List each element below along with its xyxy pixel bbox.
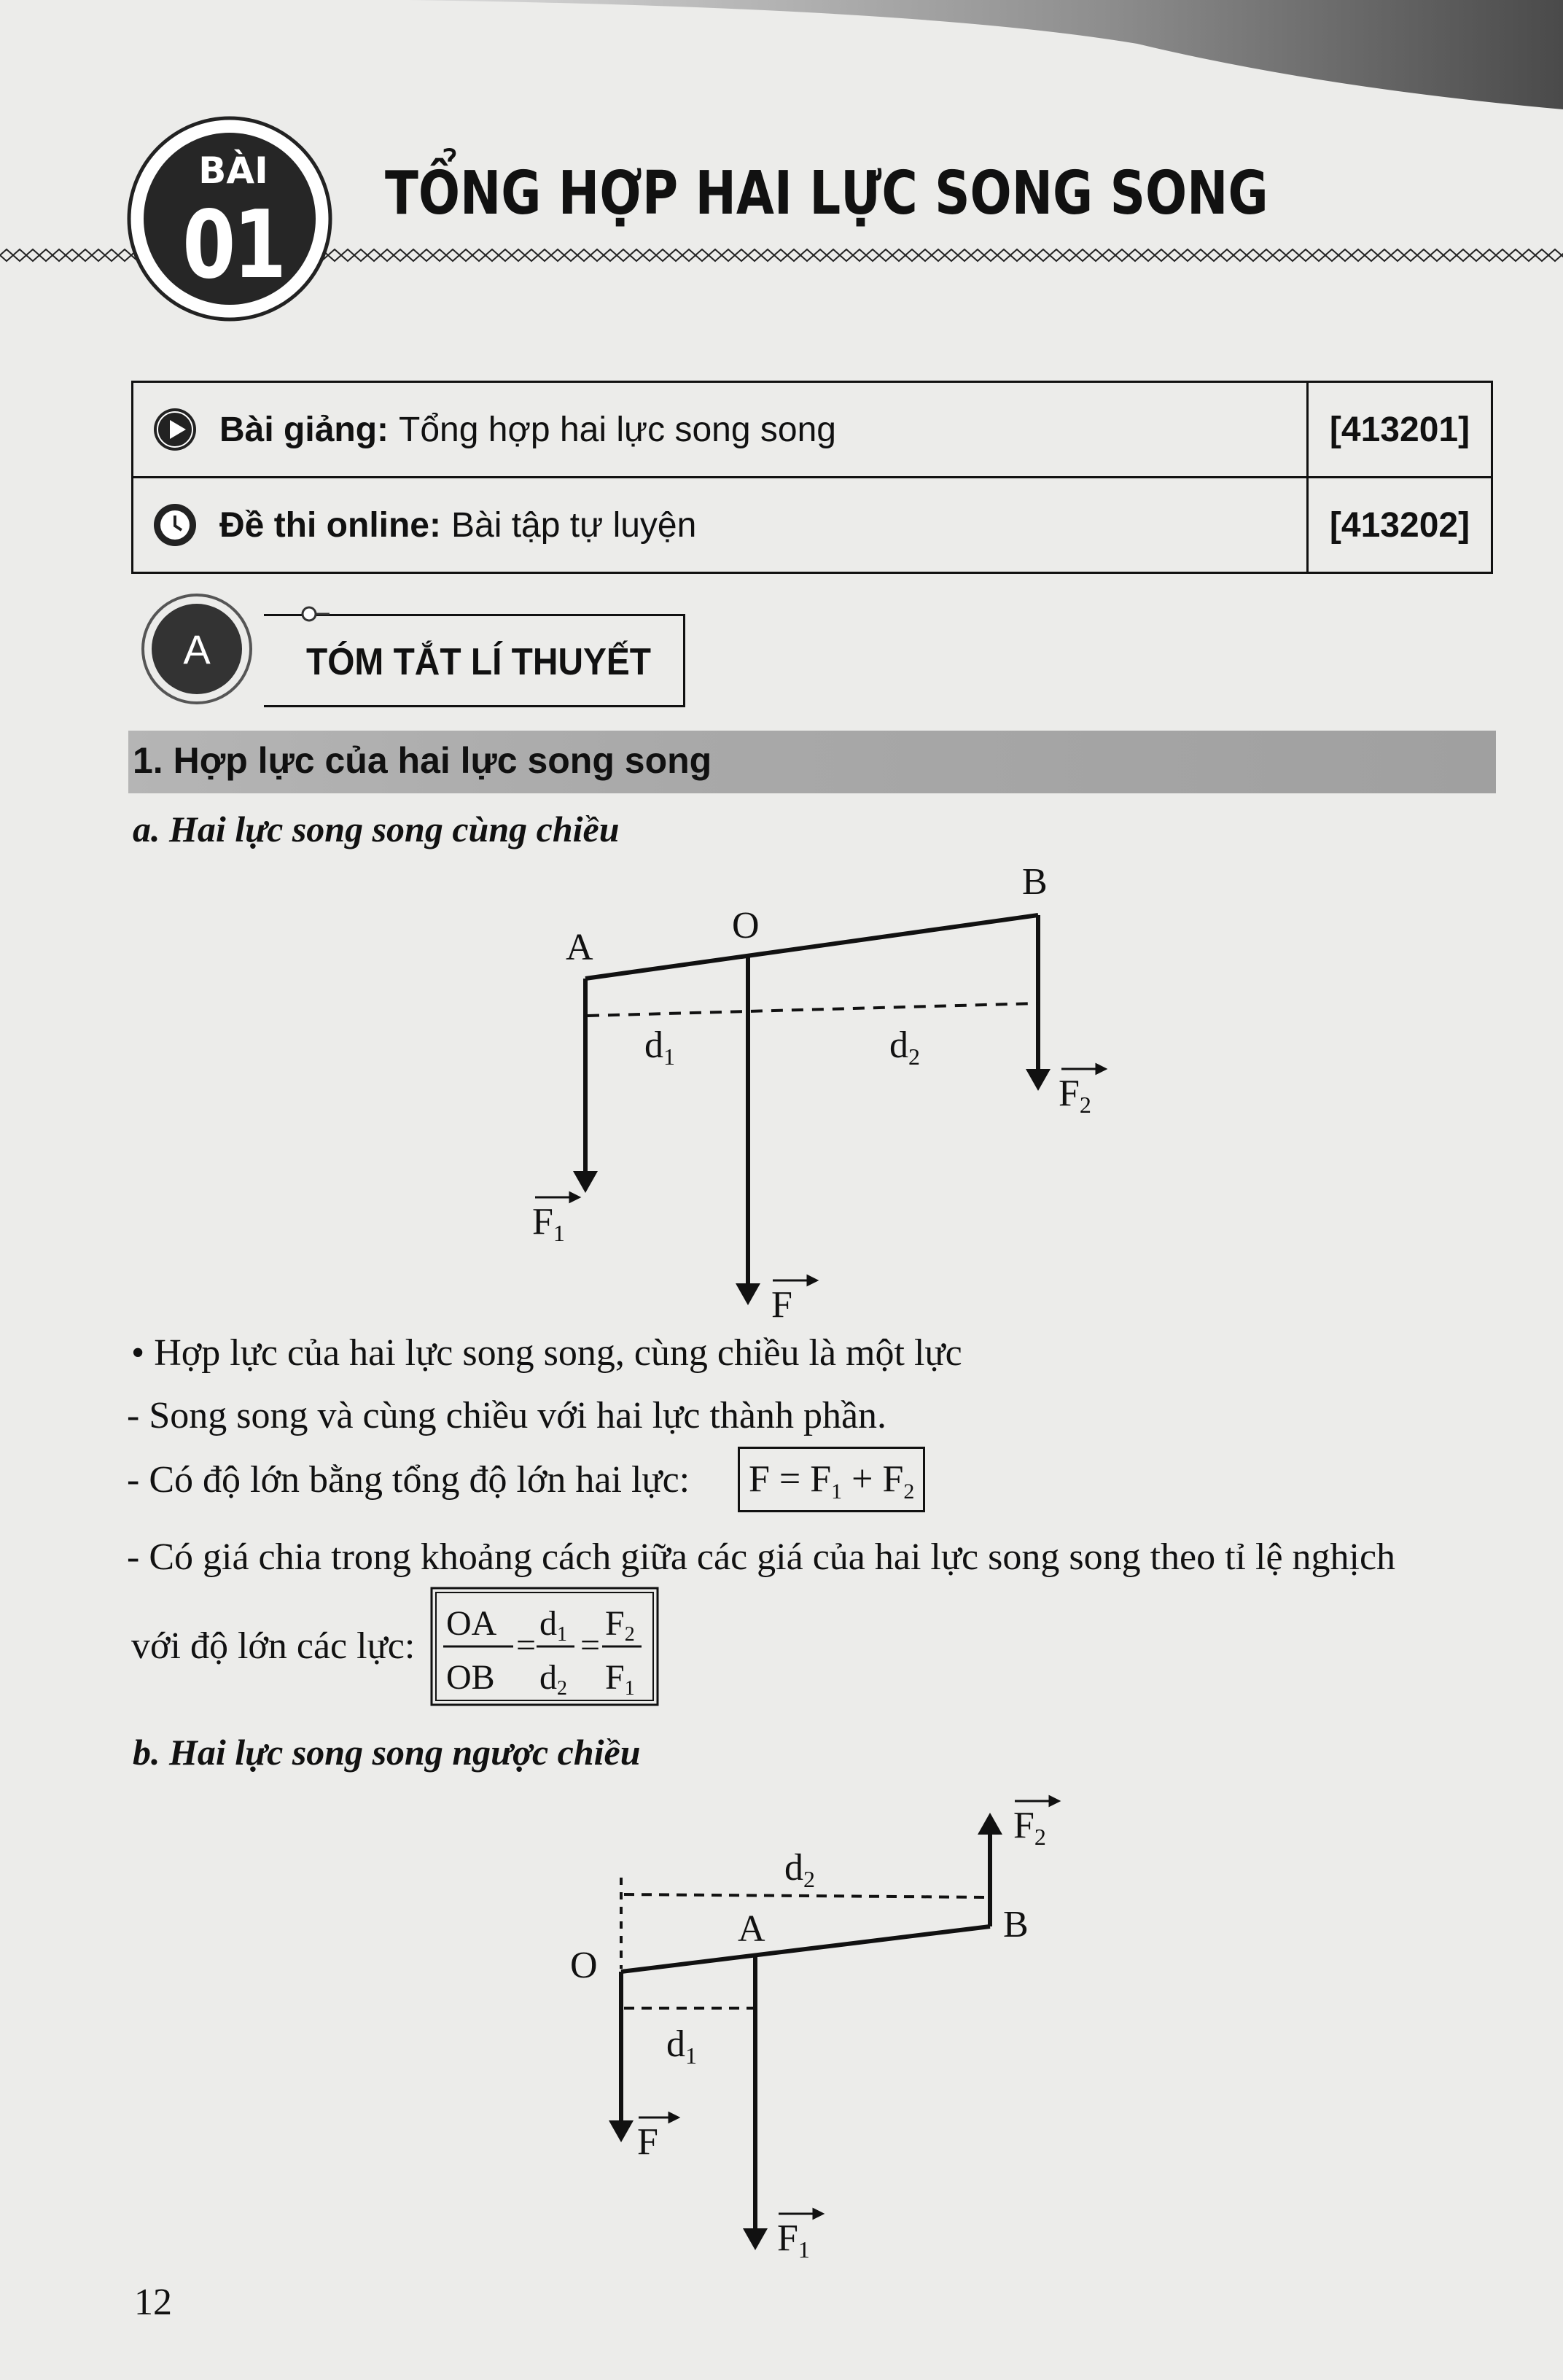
resource-label: Bài giảng: <box>219 410 389 449</box>
resource-table <box>131 381 1493 574</box>
resource-code: [413202] <box>1306 478 1491 572</box>
formula-sum: $F = F_1 + F_2$ <box>738 1447 925 1512</box>
label-f2: F <box>1059 1073 1080 1114</box>
label-f-b: F <box>637 2121 658 2163</box>
lever-bar-a <box>585 915 1038 979</box>
label-f1: F <box>532 1201 553 1242</box>
svg-text:d1: d1 <box>666 2023 697 2069</box>
dash-line-of-action-cont: với độ lớn các lực: <box>131 1625 416 1667</box>
svg-text:F1: F1 <box>532 1201 565 1246</box>
svg-text:d1: d1 <box>644 1024 675 1070</box>
svg-text:F1: F1 <box>605 1658 635 1700</box>
svg-text:OB: OB <box>446 1658 495 1697</box>
lesson-badge-label: BÀI <box>198 149 268 192</box>
svg-text:d2: d2 <box>889 1024 920 1070</box>
label-a-b: A <box>738 1908 765 1950</box>
label-d1-b: d <box>666 2023 685 2065</box>
label-b-b: B <box>1003 1904 1029 1945</box>
play-icon <box>152 407 198 452</box>
dash-line-of-action: - Có giá chia trong khoảng cách giữa các giá của hai lực song song theo tỉ lệ nghịch <box>127 1536 1396 1578</box>
svg-text:d1: d1 <box>539 1604 567 1646</box>
svg-text:=: = <box>516 1626 537 1665</box>
arrow-f1-b <box>743 2228 768 2250</box>
svg-text:F2: F2 <box>1013 1805 1046 1850</box>
label-o: O <box>732 905 760 946</box>
section-a-title: TÓM TẮT LÍ THUYẾT <box>306 641 652 683</box>
resource-text[interactable]: Bài tập tự luyện <box>451 505 697 545</box>
formula-ratio <box>430 1587 659 1706</box>
bullet-resultant: • Hợp lực của hai lực song song, cùng chiều là một lực <box>131 1332 962 1374</box>
page-number: 12 <box>134 2282 172 2323</box>
label-d2-b: d <box>784 1847 803 1889</box>
dash-magnitude: - Có độ lớn bằng tổng độ lớn hai lực: <box>127 1459 690 1501</box>
section-a-letter: A <box>183 626 211 672</box>
label-o-b: O <box>570 1945 598 1986</box>
vector-bars-a <box>535 1065 1105 1285</box>
arrow-f <box>736 1283 760 1305</box>
distance-line-d2-b <box>624 1894 989 1897</box>
resource-code: [413201] <box>1306 383 1491 476</box>
section-dot-icon <box>300 605 330 623</box>
svg-text:F1: F1 <box>777 2217 810 2263</box>
label-d1: d <box>644 1024 663 1066</box>
lesson-title: TỔNG HỢP HAI LỰC SONG SONG <box>385 159 1268 228</box>
svg-text:OA: OA <box>446 1604 497 1643</box>
dash-parallel: - Song song và cùng chiều với hai lực thành phần. <box>127 1395 887 1436</box>
arrow-f2-b <box>978 1813 1002 1835</box>
clock-icon <box>152 502 198 548</box>
lesson-badge-number: 01 <box>182 191 284 300</box>
distance-line-a <box>588 1003 1038 1016</box>
arrow-f-b <box>609 2120 634 2142</box>
svg-text:d2: d2 <box>539 1658 567 1700</box>
resource-row-lecture[interactable] <box>133 383 1491 476</box>
label-f: F <box>771 1284 792 1326</box>
resource-label: Đề thi online: <box>219 505 441 545</box>
case-a-title: a. Hai lực song song cùng chiều <box>133 809 620 849</box>
subheading: 1. Hợp lực của hai lực song song <box>133 740 712 781</box>
svg-text:d2: d2 <box>784 1847 815 1892</box>
label-f2-b: F <box>1013 1805 1034 1846</box>
label-d2: d <box>889 1024 908 1066</box>
svg-text:F2: F2 <box>605 1604 635 1646</box>
label-f1-b: F <box>777 2217 798 2259</box>
arrow-f1 <box>573 1171 598 1193</box>
svg-text:F2: F2 <box>1059 1073 1091 1118</box>
label-a: A <box>566 927 593 968</box>
resource-text[interactable]: Tổng hợp hai lực song song <box>399 410 836 449</box>
header-band <box>408 0 1563 109</box>
vector-bars-b <box>639 1797 1059 2218</box>
label-b: B <box>1022 861 1048 903</box>
arrow-f2 <box>1026 1069 1051 1091</box>
svg-text:=: = <box>580 1626 601 1665</box>
resource-row-online-test[interactable] <box>133 476 1491 572</box>
lever-bar-b <box>621 1926 990 1972</box>
case-b-title: b. Hai lực song song ngược chiều <box>133 1732 641 1773</box>
